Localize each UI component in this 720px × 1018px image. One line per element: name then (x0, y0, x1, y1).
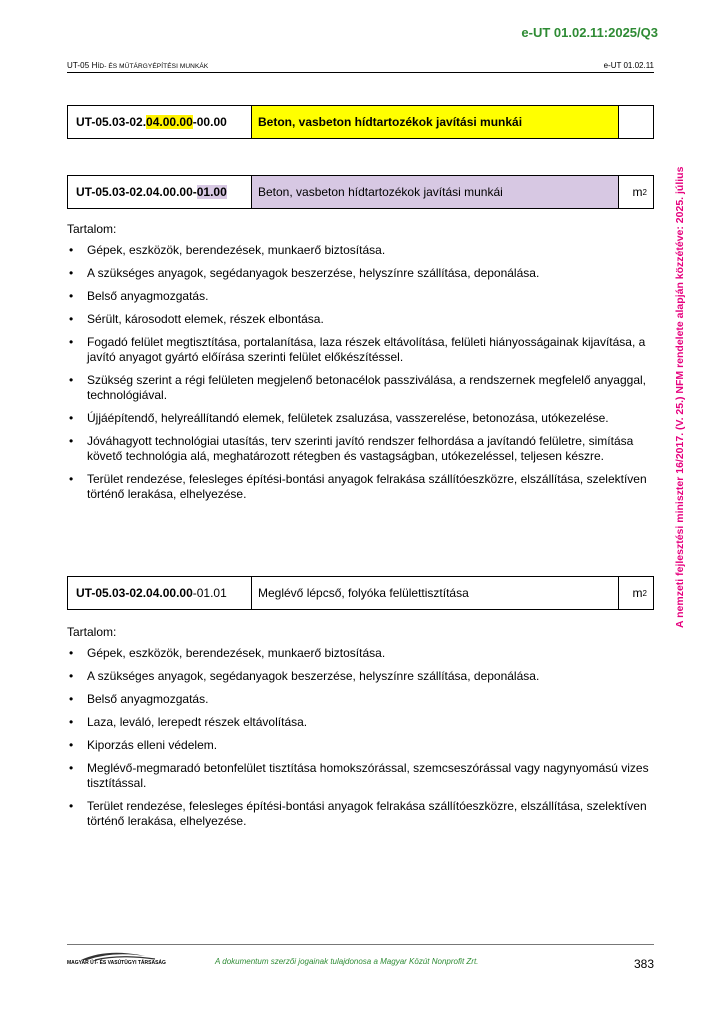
list-item (67, 266, 654, 281)
list-item-text: Fogadó felület megtisztítása, portalanítása, laza részek eltávolítása, felületi hiányosságainak kijavítása, a javító anyagot gyártó előírása szerinti felület előkészítéssel. (87, 335, 646, 364)
list-item (67, 289, 654, 304)
content-section-2 (67, 625, 654, 837)
list-item-text: Terület rendezése, felesleges építési-bontási anyagok felrakása szállítóeszközre, elszállítása, szelektíven történő lerakása, elhelyezése. (87, 472, 647, 501)
item-title: Meglévő lépcső, folyóka felülettisztítása (252, 577, 619, 609)
content-section-1 (67, 222, 654, 510)
list-item-text: Gépek, eszközök, berendezések, munkaerő biztosítása. (87, 646, 386, 660)
company-logo-text: MAGYAR ÚT- ÉS VASÚTÜGYI TÁRSASÁG (67, 960, 166, 966)
item-code-suffix: -01.01 (192, 586, 227, 600)
unit-base: m (632, 185, 643, 199)
bullet-icon: • (69, 266, 74, 280)
copyright-notice: A dokumentum szerzői jogainak tulajdonosa a Magyar Közút Nonprofit Zrt. (215, 957, 479, 966)
list-item (67, 669, 654, 684)
document-id: e-UT 01.02.11:2025/Q3 (521, 25, 658, 40)
list-item (67, 761, 654, 791)
list-item-text: A szükséges anyagok, segédanyagok beszerzése, helyszínre szállítása, deponálása. (87, 669, 540, 683)
list-item (67, 411, 654, 426)
bullet-list (67, 243, 654, 502)
running-header-right: e-UT 01.02.11 (603, 61, 654, 70)
bullet-icon: • (69, 243, 74, 257)
list-item (67, 692, 654, 707)
bullet-icon: • (69, 472, 74, 486)
item-unit (619, 176, 653, 208)
item-code-prefix: UT-05.03-02. (76, 115, 147, 129)
bullet-icon: • (69, 373, 74, 387)
footer-divider (67, 944, 654, 945)
unit-base: m (632, 586, 643, 600)
running-header-left (67, 61, 208, 70)
bullet-icon: • (69, 799, 74, 813)
item-row-detail (67, 576, 654, 610)
item-code-prefix: UT-05.03-02.04.00.00- (76, 185, 197, 199)
item-row-main (67, 105, 654, 139)
bullet-icon: • (69, 289, 74, 303)
list-item (67, 799, 654, 829)
list-item-text: Belső anyagmozgatás. (87, 289, 209, 303)
list-item (67, 312, 654, 327)
section-heading: Tartalom: (67, 222, 117, 236)
list-item-text: Sérült, károsodott elemek, részek elbontása. (87, 312, 324, 326)
list-item-text: Meglévő-megmaradó betonfelület tisztítása homokszórással, szemcseszórással vagy nagynyomású vizes tisztítással. (87, 761, 649, 790)
list-item-text: Belső anyagmozgatás. (87, 692, 209, 706)
item-code-highlight: 01.00 (196, 185, 227, 199)
running-header-prefix: UT-05 H (67, 61, 98, 70)
item-code (68, 577, 252, 609)
item-code-prefix: UT-05.03-02.04.00.00 (76, 586, 193, 600)
bullet-icon: • (69, 646, 74, 660)
list-item-text: Szükség szerint a régi felületen megjelenő betonacélok passziválása, a rendszernek megfelelő anyaggal, technológiával. (87, 373, 647, 402)
bullet-icon: • (69, 312, 74, 326)
list-item (67, 434, 654, 464)
list-item (67, 646, 654, 661)
bullet-icon: • (69, 715, 74, 729)
item-row-sub (67, 175, 654, 209)
bullet-icon: • (69, 335, 74, 349)
section-heading: Tartalom: (67, 625, 117, 639)
list-item (67, 472, 654, 502)
list-item-text: Terület rendezése, felesleges építési-bontási anyagok felrakása szállítóeszközre, elszállítása, szelektíven történő lerakása, elhelyezése. (87, 799, 647, 828)
bullet-list (67, 646, 654, 829)
publication-side-note: A nemzeti fejlesztési miniszter 16/2017. (V. 25.) NFM rendelete alapján közzétéve: 2025. július (674, 166, 686, 628)
list-item-text: Jóváhagyott technológiai utasítás, terv szerinti javító rendszer felhordása a javítandó felületre, simítása követő technológia alá, meghatározott rétegben és vastagságban, utókezeléssel, teljesen készre. (87, 434, 634, 463)
item-unit (619, 577, 653, 609)
bullet-icon: • (69, 692, 74, 706)
bullet-icon: • (69, 669, 74, 683)
list-item-text: Kiporzás elleni védelem. (87, 738, 218, 752)
list-item-text: Gépek, eszközök, berendezések, munkaerő biztosítása. (87, 243, 386, 257)
unit-exponent: 2 (642, 588, 647, 598)
bullet-icon: • (69, 738, 74, 752)
item-code-highlight: 04.00.00 (146, 115, 193, 129)
bullet-icon: • (69, 411, 74, 425)
unit-exponent: 2 (642, 187, 647, 197)
item-code (68, 176, 252, 208)
item-title: Beton, vasbeton hídtartozékok javítási munkái (252, 176, 619, 208)
running-header-caps: ÍD- ÉS MŰTÁRGYÉPÍTÉSI MUNKÁK (97, 63, 209, 70)
item-unit (619, 106, 653, 138)
list-item (67, 738, 654, 753)
item-title: Beton, vasbeton hídtartozékok javítási munkái (252, 106, 619, 138)
page-number: 383 (633, 957, 654, 971)
header-divider (67, 72, 654, 73)
item-code-suffix: -00.00 (192, 115, 227, 129)
list-item (67, 243, 654, 258)
bullet-icon: • (69, 434, 74, 448)
list-item (67, 715, 654, 730)
list-item (67, 373, 654, 403)
list-item-text: A szükséges anyagok, segédanyagok beszerzése, helyszínre szállítása, deponálása. (87, 266, 540, 280)
list-item-text: Laza, leváló, lerepedt részek eltávolítása. (87, 715, 308, 729)
bullet-icon: • (69, 761, 74, 775)
list-item-text: Újjáépítendő, helyreállítandó elemek, felületek zsaluzása, vasszerelése, betonozása, utókezelése. (87, 411, 609, 425)
item-code (68, 106, 252, 138)
list-item (67, 335, 654, 365)
